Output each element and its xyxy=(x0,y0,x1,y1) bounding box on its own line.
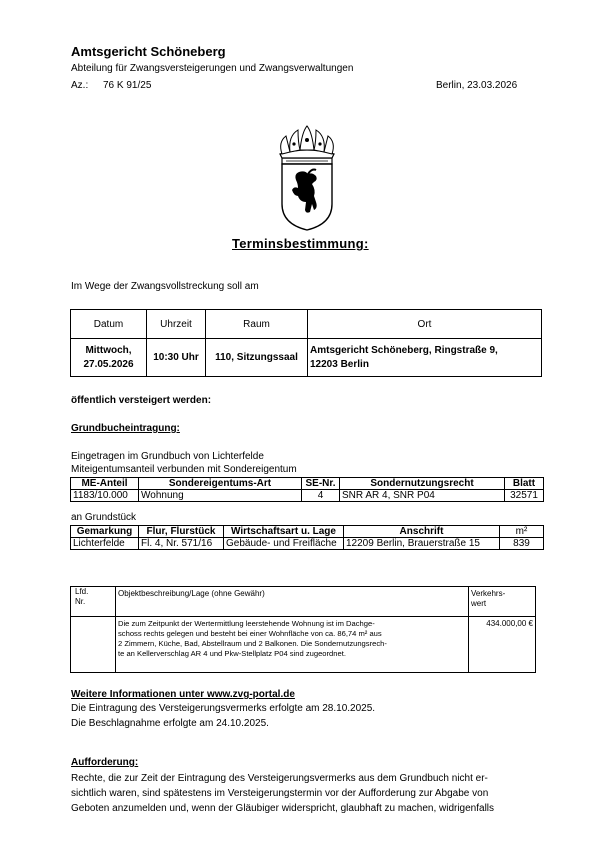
sheet-header: Blatt xyxy=(505,478,544,490)
description-cell xyxy=(116,617,469,673)
parcel-value: Fl. 4, Nr. 571/16 xyxy=(139,538,224,550)
schedule-place xyxy=(308,339,542,377)
market-value-header xyxy=(469,587,536,617)
case-number-label: Az.: xyxy=(71,80,89,91)
request-line: Geboten anzumelden und, wenn der Gläubiger widerspricht, glaubhaft zu machen, widrigenfalls xyxy=(71,803,495,814)
description-line: Die zum Zeitpunkt der Wertermittlung leerstehende Wohnung ist im Dachge- xyxy=(118,619,375,628)
address-value: 12209 Berlin, Brauerstraße 15 xyxy=(344,538,500,550)
district-header: Gemarkung xyxy=(71,526,139,538)
schedule-date-value: 27.05.2026 xyxy=(83,358,134,370)
unit-number-header: SE-Nr. xyxy=(302,478,340,490)
document-title: Terminsbestimmung: xyxy=(232,236,369,251)
item-number-header-line1: Lfd. xyxy=(75,587,89,596)
description-line: te an Kellerverschlag AR 4 und Pkw-Stellplatz P04 sind zugeordnet. xyxy=(118,649,346,658)
schedule-header-room: Raum xyxy=(206,310,308,339)
land-use-header: Wirtschaftsart u. Lage xyxy=(224,526,344,538)
an-grundstueck-label: an Grundstück xyxy=(71,512,137,523)
schedule-place-line2: 12203 Berlin xyxy=(310,358,369,370)
unit-type-header: Sondereigentums-Art xyxy=(139,478,302,490)
department: Abteilung für Zwangsversteigerungen und Zwangsverwaltungen xyxy=(71,63,354,74)
schedule-header-time: Uhrzeit xyxy=(147,310,206,339)
share-header: ME-Anteil xyxy=(71,478,139,490)
share-value: 1183/10.000 xyxy=(71,490,139,502)
schedule-room: 110, Sitzungssaal xyxy=(206,339,308,377)
land-register-heading: Grundbucheintragung: xyxy=(71,423,180,434)
schedule-header-date: Datum xyxy=(71,310,147,339)
schedule-date xyxy=(71,339,147,377)
market-value-header-line2: wert xyxy=(471,599,487,608)
description-header: Objektbeschreibung/Lage (ohne Gewähr) xyxy=(116,587,469,617)
sheet-value: 32571 xyxy=(505,490,544,502)
land-use-value: Gebäude- und Freifläche xyxy=(224,538,344,550)
object-description-table xyxy=(70,586,536,673)
entry-date-text: Die Eintragung des Versteigerungsvermerks erfolgte am 28.10.2025. xyxy=(71,703,376,714)
berlin-coat-of-arms-icon xyxy=(272,124,342,232)
request-heading: Aufforderung: xyxy=(71,757,139,768)
request-body xyxy=(71,771,541,816)
schedule-header-place: Ort xyxy=(308,310,542,339)
schedule-table xyxy=(70,309,542,377)
unit-number-value: 4 xyxy=(302,490,340,502)
land-register-line1: Eingetragen im Grundbuch von Lichterfelde xyxy=(71,451,264,462)
request-line: sichtlich waren, sind spätestens im Versteigerungstermin vor der Aufforderung zur Abgabe von xyxy=(71,788,489,799)
place-date: Berlin, 23.03.2026 xyxy=(436,80,518,91)
schedule-place-line1: Amtsgericht Schöneberg, Ringstraße 9, xyxy=(310,344,498,356)
item-number-cell xyxy=(71,617,116,673)
request-line: Rechte, die zur Zeit der Eintragung des Versteigerungsvermerks aus dem Grundbuch nicht er- xyxy=(71,773,488,784)
market-value-header-line1: Verkehrs- xyxy=(471,589,506,598)
usage-right-header: Sondernutzungsrecht xyxy=(340,478,505,490)
market-value: 434.000,00 € xyxy=(469,617,536,673)
further-info-link[interactable]: Weitere Informationen unter www.zvg-portal.de xyxy=(71,689,295,700)
court-name: Amtsgericht Schöneberg xyxy=(71,44,226,59)
seizure-date-text: Die Beschlagnahme erfolgte am 24.10.2025. xyxy=(71,718,269,729)
parcel-header: Flur, Flurstück xyxy=(139,526,224,538)
area-header: m² xyxy=(500,526,544,538)
property-share-table xyxy=(70,477,544,502)
case-number: 76 K 91/25 xyxy=(103,80,152,91)
schedule-date-weekday: Mittwoch, xyxy=(85,344,132,356)
unit-type-value: Wohnung xyxy=(139,490,302,502)
plot-table xyxy=(70,525,544,550)
address-header: Anschrift xyxy=(344,526,500,538)
district-value: Lichterfelde xyxy=(71,538,139,550)
item-number-header xyxy=(71,587,116,617)
auction-text: öffentlich versteigert werden: xyxy=(71,395,212,406)
intro-text: Im Wege der Zwangsvollstreckung soll am xyxy=(71,281,259,292)
schedule-time: 10:30 Uhr xyxy=(147,339,206,377)
description-line: schoss rechts gelegen und besteht bei einer Wohnfläche von ca. 86,74 m² aus xyxy=(118,629,382,638)
area-value: 839 xyxy=(500,538,544,550)
item-number-header-line2: Nr. xyxy=(75,597,86,606)
land-register-line2: Miteigentumsanteil verbunden mit Sondereigentum xyxy=(71,464,297,475)
description-line: 2 Zimmern, Küche, Bad, Abstellraum und 2 Balkonen. Die Sondernutzungsrech- xyxy=(118,639,387,648)
usage-right-value: SNR AR 4, SNR P04 xyxy=(340,490,505,502)
